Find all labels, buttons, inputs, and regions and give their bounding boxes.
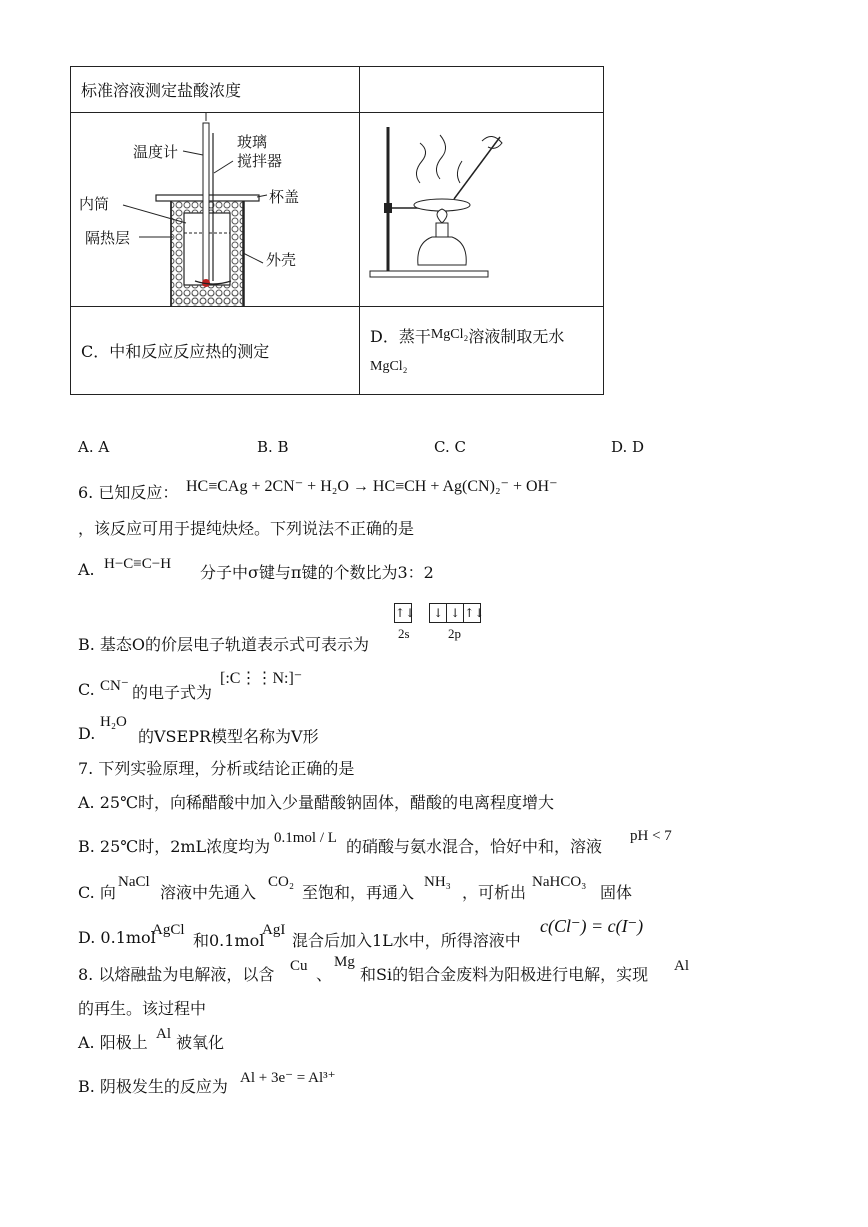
q8-f-cu: Cu: [290, 958, 308, 974]
q6-c-pre: C.: [78, 680, 95, 699]
orbital-2p-2: ↓: [446, 603, 464, 623]
q8-line1-mid: 和Si的铝合金废料为阳极进行电解，实现: [360, 965, 649, 984]
q6-c-formula: CN⁻: [100, 678, 129, 694]
q8-a-pre: A. 阳极上: [78, 1033, 148, 1052]
q6-a-text: 分子中σ键与π键的个数比为3：2: [200, 563, 434, 582]
q8-sep: 、: [316, 965, 333, 984]
q6-d-text: 的VSEPR模型名称为V形: [138, 727, 319, 746]
table-cell-caption-d: [360, 307, 604, 395]
q7-d-f2: AgI: [262, 922, 286, 938]
orbital-label-2p: 2p: [448, 626, 461, 641]
q6-c-lewis: [:C⋮⋮N:]⁻: [220, 670, 303, 687]
q8-b-pre: B. 阴极发生的反应为: [78, 1077, 228, 1096]
q6-c-text: 的电子式为: [132, 683, 213, 702]
label-insulation: 隔热层: [85, 229, 131, 247]
q5-option-a: A. A: [78, 438, 110, 456]
calorimeter-diagram: [71, 113, 359, 306]
orbital-diagram: [394, 602, 485, 623]
q7-b-pre: B. 25℃时，2mL浓度均为: [78, 837, 271, 856]
table-text-r1-left: 标准溶液测定盐酸浓度: [81, 81, 242, 100]
q6-stem-pre: 6. 已知反应：: [78, 483, 179, 502]
q6-a-formula: H−C≡C−H: [104, 556, 172, 572]
q7-c-pre: C. 向: [78, 883, 116, 902]
table-text-r1-right: [360, 80, 370, 99]
q6-d-pre: D.: [78, 724, 96, 743]
q7-d-f3: c(Cl⁻) = c(I⁻): [540, 916, 644, 936]
q7-c-f2: CO₂: [268, 874, 295, 890]
q6-d-formula: H₂O: [100, 714, 127, 730]
q7-c-mid3: ，可析出: [462, 883, 527, 902]
q8-line1-pre: 8. 以熔融盐为电解液，以含: [78, 965, 275, 984]
q5-option-d: D. D: [611, 438, 645, 456]
q7-c-mid2: 至饱和，再通入: [302, 883, 415, 902]
q6-stem-post: ，该反应可用于提纯炔烃。下列说法不正确的是: [78, 519, 415, 538]
table-cell-r1-right: [360, 67, 604, 113]
orbital-2p-3: ↑↓: [463, 603, 481, 623]
q8-line2: 的再生。该过程中: [78, 999, 207, 1018]
q7-d-mid2: 混合后加入1L水中，所得溶液中: [292, 931, 521, 950]
q7-d-mid1: 和0.1mol: [193, 931, 265, 950]
table-cell-apparatus-d: [360, 113, 604, 307]
q5-option-b: B. B: [257, 438, 289, 456]
orbital-2p-1: ↓: [429, 603, 447, 623]
q7-b-formula2: pH < 7: [630, 828, 672, 844]
q6-a-pre: A.: [78, 560, 95, 579]
table-cell-caption-c: [71, 307, 360, 395]
table-cell-apparatus-c: [71, 113, 360, 307]
orbital-label-2s: 2s: [398, 626, 410, 641]
caption-d-formula: MgCl₂: [430, 326, 469, 342]
label-shell: 外壳: [266, 251, 297, 269]
caption-d-line2: MgCl₂: [370, 358, 408, 374]
experiment-table: [70, 66, 604, 395]
table-cell-r1-left: [71, 67, 360, 113]
q7-c-mid1: 溶液中先通入: [160, 883, 257, 902]
caption-c: C．中和反应反应热的测定: [81, 342, 270, 361]
q6-b-text: B. 基态O的价层电子轨道表示式可表示为: [78, 635, 370, 654]
q7-c-post: 固体: [600, 883, 633, 902]
q7-b-mid: 的硝酸与氨水混合，恰好中和，溶液: [346, 837, 603, 856]
label-glass: 玻璃: [237, 133, 268, 151]
q8-f-al: Al: [674, 958, 689, 974]
label-lid: 杯盖: [269, 188, 300, 206]
label-inner: 内筒: [79, 195, 110, 213]
q8-a-f: Al: [156, 1026, 171, 1042]
q7-d-f1: AgCl: [152, 922, 185, 938]
caption-d-post: 溶液制取无水: [468, 326, 565, 346]
orbital-2s: ↑↓: [394, 603, 412, 623]
q8-f-mg: Mg: [334, 954, 355, 970]
q5-option-c: C. C: [434, 438, 466, 456]
caption-d-pre: D．蒸干: [370, 326, 431, 346]
evaporation-diagram: [360, 113, 603, 306]
q6-equation: HC≡CAg + 2CN⁻ + H₂O → HC≡CH + Ag(CN)₂⁻ + OH⁻: [186, 478, 558, 495]
q8-b-f: Al + 3e⁻ = Al³⁺: [240, 1070, 336, 1086]
q7-d-pre: D. 0.1mol: [78, 928, 156, 947]
label-thermometer: 温度计: [133, 143, 179, 161]
q7-c-f1: NaCl: [118, 874, 150, 890]
label-stirrer: 搅拌器: [237, 152, 283, 170]
q7-b-formula: 0.1mol / L: [274, 830, 337, 846]
q7-c-f3: NH₃: [424, 874, 451, 890]
q7-c-f4: NaHCO₃: [532, 874, 587, 890]
q8-a-post: 被氧化: [176, 1033, 225, 1052]
q7-stem: 7. 下列实验原理，分析或结论正确的是: [78, 759, 355, 778]
q7-a: A. 25℃时，向稀醋酸中加入少量醋酸钠固体，醋酸的电离程度增大: [78, 793, 554, 812]
